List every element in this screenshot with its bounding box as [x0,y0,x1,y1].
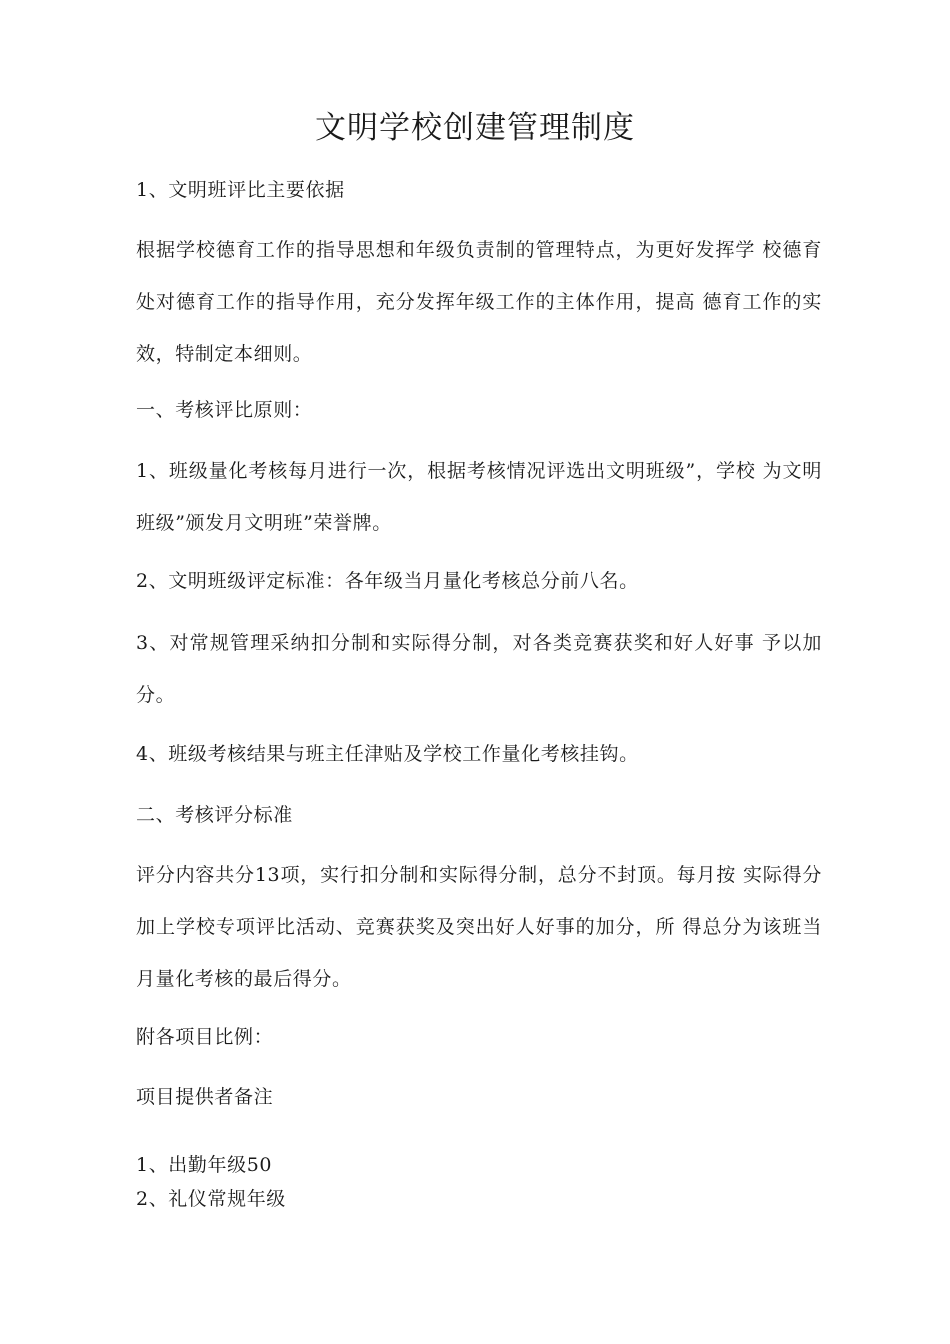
paragraph-principle-1: 1、班级量化考核每月进行一次，根据考核情况评选出文明班级”，学校 为文明班级”颁发月文明班”荣誉牌。 [136,460,822,534]
paragraph-appendix-heading: 附各项目比例： [136,1026,274,1048]
paragraph-table-header: 项目提供者备注 [136,1086,274,1108]
section-heading-basis: 1、文明班评比主要依据 [136,179,345,201]
paragraph-principle-2: 2、文明班级评定标准：各年级当月量化考核总分前八名。 [136,570,639,592]
paragraph-principle-4: 4、班级考核结果与班主任津贴及学校工作量化考核挂钩。 [136,743,639,765]
paragraph-principle-3: 3、对常规管理采纳扣分制和实际得分制，对各类竞赛获奖和好人好事 予以加分。 [136,632,822,706]
document-title: 文明学校创建管理制度 [315,110,635,146]
section-heading-standards: 二、考核评分标准 [136,804,293,826]
section-heading-principles: 一、考核评比原则： [136,399,313,421]
list-item-etiquette: 2、礼仪常规年级 [136,1188,286,1210]
list-item-attendance: 1、出勤年级50 [136,1154,273,1176]
paragraph-purpose: 根据学校德育工作的指导思想和年级负责制的管理特点，为更好发挥学 校德育处对德育工作的指导作用，充分发挥年级工作的主体作用，提高 德育工作的实效，特制定本细则。 [136,239,822,365]
paragraph-scoring: 评分内容共分13项，实行扣分制和实际得分制，总分不封顶。每月按 实际得分加上学校专项评比活动、竞赛获奖及突出好人好事的加分，所 得总分为该班当月量化考核的最后得分。 [136,864,822,990]
